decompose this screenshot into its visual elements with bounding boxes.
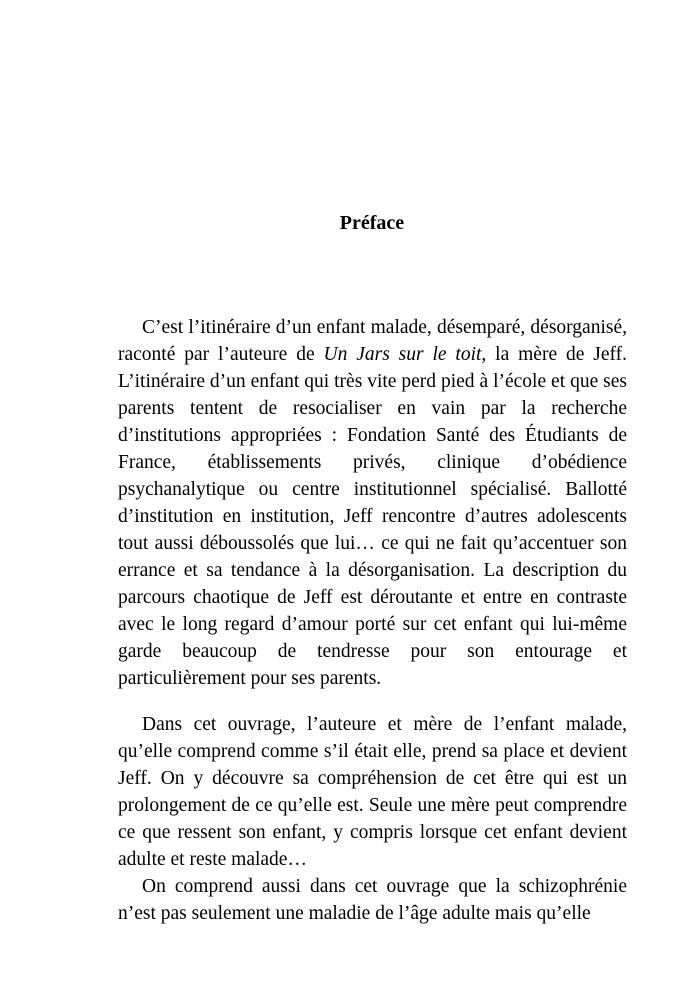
book-title: Un Jars sur le toit (323, 344, 482, 365)
paragraph-3: On comprend aussi dans cet ouvrage que la schizophrénie n’est pas seulement une maladie de l’âge adulte mais qu’elle (118, 876, 627, 924)
paragraph-1-after-title: , la mère de Jeff. L’itinéraire d’un enfant qui très vite perd pied à l’école et que ses parents tentent de resocialiser en vain par la recherche d’institutions appropriées : Fondation Santé des Étudiants de France, établissements privés, clinique d’obédience psychanalytique ou centre institutionnel spécialisé. Ballotté d’institution en institution, Jeff rencontre d’autres adolescents tout aussi déboussolés que lui… ce qui ne fait qu’accentuer son errance et sa tendance à la désorganisation. La description du parcours chaotique de Jeff est déroutante et entre en contraste avec le long regard d’amour porté sur cet enfant qui lui-même garde beaucoup de tendresse pour son entourage et particulièrement pour ses parents. (118, 344, 628, 689)
paragraph-1 (118, 314, 627, 692)
paragraph-2: Dans cet ouvrage, l’auteure et mère de l’enfant malade, qu’elle comprend comme s’il était elle, prend sa place et devient Jeff. On y découvre sa compréhension de cet être qui est un prolongement de ce qu’elle est. Seule une mère peut comprendre ce que ressent son enfant, y compris lorsque cet enfant devient adulte et reste malade… (118, 714, 627, 870)
paragraph-1-before-title: C’est l’itinéraire d’un enfant malade, désemparé, désorganisé, raconté par l’auteure de (118, 317, 627, 365)
page-title: Préface (339, 212, 405, 234)
text-block-2 (118, 711, 627, 927)
text-block-1 (118, 314, 627, 692)
